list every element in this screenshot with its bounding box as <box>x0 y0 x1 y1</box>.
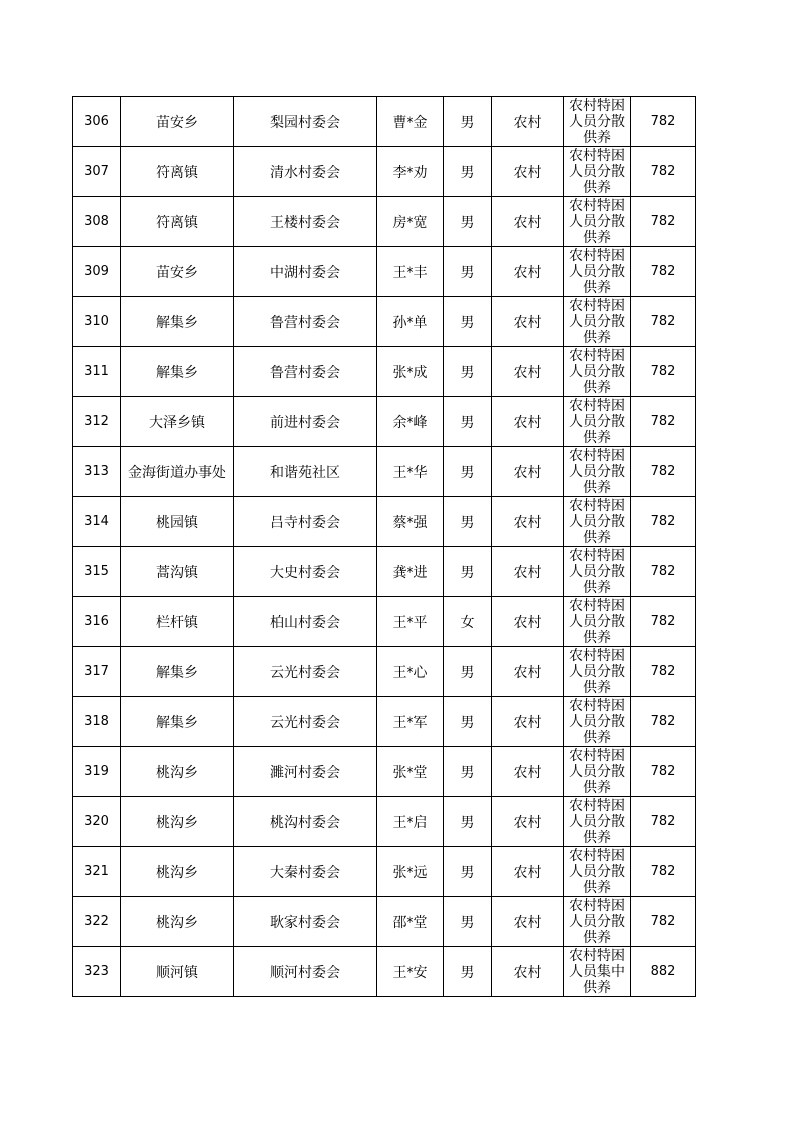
town-cell: 解集乡 <box>121 697 234 747</box>
village-cell: 鲁营村委会 <box>234 347 377 397</box>
row-number-cell: 315 <box>73 547 121 597</box>
category-cell <box>564 897 631 947</box>
village-cell: 耿家村委会 <box>234 897 377 947</box>
village-cell: 柏山村委会 <box>234 597 377 647</box>
town-cell: 桃沟乡 <box>121 847 234 897</box>
name-cell: 余*峰 <box>377 397 444 447</box>
amount-cell: 782 <box>631 247 696 297</box>
town-cell: 符离镇 <box>121 147 234 197</box>
table-row <box>73 697 696 747</box>
gender-cell: 男 <box>444 647 492 697</box>
amount-cell: 782 <box>631 647 696 697</box>
amount-cell: 782 <box>631 697 696 747</box>
gender-cell: 男 <box>444 147 492 197</box>
town-cell: 桃沟乡 <box>121 797 234 847</box>
category-cell <box>564 247 631 297</box>
row-number-cell: 322 <box>73 897 121 947</box>
row-number-cell: 316 <box>73 597 121 647</box>
area-cell: 农村 <box>492 297 564 347</box>
table-row <box>73 347 696 397</box>
village-cell: 顺河村委会 <box>234 947 377 997</box>
row-number-cell: 323 <box>73 947 121 997</box>
area-cell: 农村 <box>492 147 564 197</box>
category-cell <box>564 197 631 247</box>
row-number-cell: 319 <box>73 747 121 797</box>
village-cell: 鲁营村委会 <box>234 297 377 347</box>
amount-cell: 782 <box>631 397 696 447</box>
row-number-cell: 314 <box>73 497 121 547</box>
name-cell: 蔡*强 <box>377 497 444 547</box>
category-cell <box>564 947 631 997</box>
category-cell <box>564 597 631 647</box>
area-cell: 农村 <box>492 897 564 947</box>
amount-cell: 782 <box>631 897 696 947</box>
table-row <box>73 97 696 147</box>
gender-cell: 男 <box>444 397 492 447</box>
table-row <box>73 197 696 247</box>
name-cell: 张*成 <box>377 347 444 397</box>
area-cell: 农村 <box>492 497 564 547</box>
area-cell: 农村 <box>492 847 564 897</box>
area-cell: 农村 <box>492 947 564 997</box>
name-cell: 张*远 <box>377 847 444 897</box>
category-cell <box>564 397 631 447</box>
gender-cell: 女 <box>444 597 492 647</box>
town-cell: 解集乡 <box>121 647 234 697</box>
table-row <box>73 397 696 447</box>
category-cell <box>564 847 631 897</box>
town-cell: 桃沟乡 <box>121 897 234 947</box>
row-number-cell: 317 <box>73 647 121 697</box>
category-text: 农村特困人员分散供养 <box>569 748 625 795</box>
village-cell: 吕寺村委会 <box>234 497 377 547</box>
area-cell: 农村 <box>492 747 564 797</box>
amount-cell: 782 <box>631 597 696 647</box>
name-cell: 张*堂 <box>377 747 444 797</box>
name-cell: 王*平 <box>377 597 444 647</box>
table-row <box>73 947 696 997</box>
table-row <box>73 847 696 897</box>
category-text: 农村特困人员分散供养 <box>569 148 625 195</box>
table-row <box>73 297 696 347</box>
table-row <box>73 647 696 697</box>
town-cell: 苗安乡 <box>121 247 234 297</box>
assistance-table <box>72 96 696 997</box>
gender-cell: 男 <box>444 97 492 147</box>
amount-cell: 782 <box>631 347 696 397</box>
row-number-cell: 311 <box>73 347 121 397</box>
gender-cell: 男 <box>444 797 492 847</box>
category-cell <box>564 347 631 397</box>
category-text: 农村特困人员分散供养 <box>569 248 625 295</box>
amount-cell: 782 <box>631 447 696 497</box>
gender-cell: 男 <box>444 497 492 547</box>
area-cell: 农村 <box>492 247 564 297</box>
category-text: 农村特困人员分散供养 <box>569 698 625 745</box>
area-cell: 农村 <box>492 447 564 497</box>
gender-cell: 男 <box>444 447 492 497</box>
amount-cell: 882 <box>631 947 696 997</box>
village-cell: 云光村委会 <box>234 647 377 697</box>
table-row <box>73 747 696 797</box>
gender-cell: 男 <box>444 547 492 597</box>
row-number-cell: 313 <box>73 447 121 497</box>
gender-cell: 男 <box>444 897 492 947</box>
gender-cell: 男 <box>444 747 492 797</box>
name-cell: 王*启 <box>377 797 444 847</box>
name-cell: 王*心 <box>377 647 444 697</box>
row-number-cell: 312 <box>73 397 121 447</box>
village-cell: 中湖村委会 <box>234 247 377 297</box>
row-number-cell: 307 <box>73 147 121 197</box>
row-number-cell: 309 <box>73 247 121 297</box>
town-cell: 符离镇 <box>121 197 234 247</box>
category-text: 农村特困人员分散供养 <box>569 298 625 345</box>
village-cell: 和谐苑社区 <box>234 447 377 497</box>
town-cell: 大泽乡镇 <box>121 397 234 447</box>
category-text: 农村特困人员分散供养 <box>569 798 625 845</box>
table-row <box>73 447 696 497</box>
amount-cell: 782 <box>631 197 696 247</box>
village-cell: 大秦村委会 <box>234 847 377 897</box>
table-row <box>73 897 696 947</box>
row-number-cell: 306 <box>73 97 121 147</box>
town-cell: 解集乡 <box>121 347 234 397</box>
category-cell <box>564 147 631 197</box>
area-cell: 农村 <box>492 197 564 247</box>
town-cell: 金海街道办事处 <box>121 447 234 497</box>
table-row <box>73 597 696 647</box>
name-cell: 王*华 <box>377 447 444 497</box>
town-cell: 桃沟乡 <box>121 747 234 797</box>
amount-cell: 782 <box>631 97 696 147</box>
category-cell <box>564 297 631 347</box>
category-text: 农村特困人员分散供养 <box>569 98 625 145</box>
gender-cell: 男 <box>444 347 492 397</box>
name-cell: 王*军 <box>377 697 444 747</box>
category-text: 农村特困人员分散供养 <box>569 448 625 495</box>
category-cell <box>564 497 631 547</box>
amount-cell: 782 <box>631 147 696 197</box>
area-cell: 农村 <box>492 697 564 747</box>
category-cell <box>564 97 631 147</box>
village-cell: 桃沟村委会 <box>234 797 377 847</box>
town-cell: 蒿沟镇 <box>121 547 234 597</box>
amount-cell: 782 <box>631 847 696 897</box>
village-cell: 前进村委会 <box>234 397 377 447</box>
name-cell: 王*丰 <box>377 247 444 297</box>
village-cell: 王楼村委会 <box>234 197 377 247</box>
gender-cell: 男 <box>444 197 492 247</box>
amount-cell: 782 <box>631 797 696 847</box>
category-cell <box>564 747 631 797</box>
name-cell: 孙*单 <box>377 297 444 347</box>
table-row <box>73 547 696 597</box>
table-row <box>73 247 696 297</box>
category-text: 农村特困人员分散供养 <box>569 598 625 645</box>
village-cell: 大史村委会 <box>234 547 377 597</box>
category-text: 农村特困人员分散供养 <box>569 848 625 895</box>
category-cell <box>564 547 631 597</box>
category-text: 农村特困人员分散供养 <box>569 548 625 595</box>
area-cell: 农村 <box>492 347 564 397</box>
gender-cell: 男 <box>444 247 492 297</box>
area-cell: 农村 <box>492 97 564 147</box>
category-text: 农村特困人员分散供养 <box>569 348 625 395</box>
area-cell: 农村 <box>492 597 564 647</box>
row-number-cell: 320 <box>73 797 121 847</box>
town-cell: 桃园镇 <box>121 497 234 547</box>
gender-cell: 男 <box>444 947 492 997</box>
row-number-cell: 308 <box>73 197 121 247</box>
category-text: 农村特困人员集中供养 <box>569 948 625 995</box>
category-cell <box>564 647 631 697</box>
village-cell: 清水村委会 <box>234 147 377 197</box>
category-text: 农村特困人员分散供养 <box>569 198 625 245</box>
category-text: 农村特困人员分散供养 <box>569 898 625 945</box>
name-cell: 房*宽 <box>377 197 444 247</box>
gender-cell: 男 <box>444 697 492 747</box>
category-text: 农村特困人员分散供养 <box>569 398 625 445</box>
gender-cell: 男 <box>444 847 492 897</box>
gender-cell: 男 <box>444 297 492 347</box>
category-cell <box>564 797 631 847</box>
category-text: 农村特困人员分散供养 <box>569 498 625 545</box>
area-cell: 农村 <box>492 797 564 847</box>
category-text: 农村特困人员分散供养 <box>569 648 625 695</box>
name-cell: 龚*进 <box>377 547 444 597</box>
amount-cell: 782 <box>631 297 696 347</box>
area-cell: 农村 <box>492 547 564 597</box>
row-number-cell: 321 <box>73 847 121 897</box>
amount-cell: 782 <box>631 497 696 547</box>
amount-cell: 782 <box>631 547 696 597</box>
name-cell: 曹*金 <box>377 97 444 147</box>
amount-cell: 782 <box>631 747 696 797</box>
town-cell: 栏杆镇 <box>121 597 234 647</box>
category-cell <box>564 447 631 497</box>
area-cell: 农村 <box>492 397 564 447</box>
row-number-cell: 318 <box>73 697 121 747</box>
village-cell: 梨园村委会 <box>234 97 377 147</box>
village-cell: 云光村委会 <box>234 697 377 747</box>
table-row <box>73 497 696 547</box>
area-cell: 农村 <box>492 647 564 697</box>
table-body <box>73 97 696 997</box>
category-cell <box>564 697 631 747</box>
name-cell: 邵*堂 <box>377 897 444 947</box>
row-number-cell: 310 <box>73 297 121 347</box>
table-row <box>73 797 696 847</box>
town-cell: 解集乡 <box>121 297 234 347</box>
table-row <box>73 147 696 197</box>
town-cell: 顺河镇 <box>121 947 234 997</box>
name-cell: 王*安 <box>377 947 444 997</box>
name-cell: 李*劝 <box>377 147 444 197</box>
town-cell: 苗安乡 <box>121 97 234 147</box>
village-cell: 濉河村委会 <box>234 747 377 797</box>
